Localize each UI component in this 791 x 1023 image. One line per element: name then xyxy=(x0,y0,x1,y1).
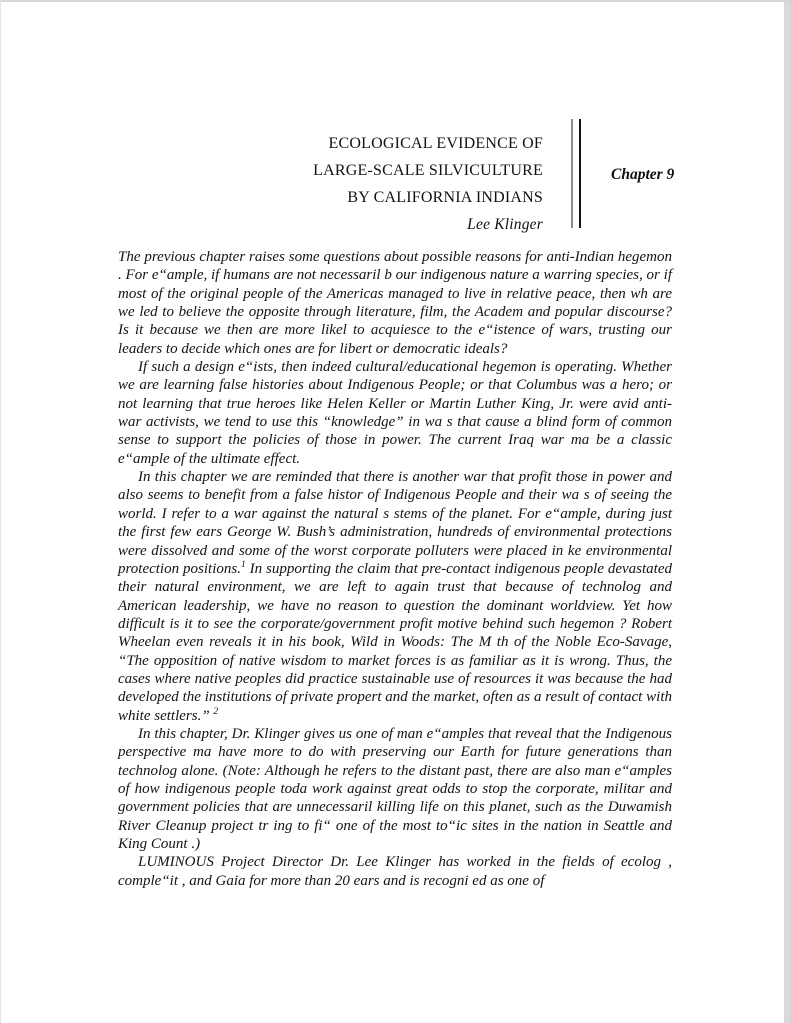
page-scan-edge-top xyxy=(0,0,791,2)
footnote-ref-2: 2 xyxy=(213,706,219,717)
paragraph-5: LUMINOUS Project Director Dr. Lee Klinger has worked in the fields of ecolog , comple“it , and Gaia for more than 20 ears and is recogni ed as one of xyxy=(118,854,672,889)
paragraph-4: In this chapter, Dr. Klinger gives us one of man e“amples that reveal that the Indigenous perspective ma have more to do with preserving our Earth for future generations than technolog alone. (Note: Although he refers to the distant past, there are also man e“amples of how indigenous people toda work against great odds to stop the corporate, militar and government policies that are unnecessaril killing life on this planet, such as the Duwamish River Cleanup project tr ing to fi“ one of the most to“ic sites in the nation in Seattle and King Count .) xyxy=(118,725,672,852)
chapter-title-block xyxy=(118,130,543,238)
paragraph-3-segment-2: In supporting the claim that pre-contact indigenous people devastated their natural environment, we are left to again trust that because of technolog and American leadership, we have no reason to question the dominant worldview. Yet how difficult is it to see the corporate/government profit motive behind such hegemon ? Robert Wheelan even reveals it in his book, Wild in Woods: The M th of the Noble Eco-Savage, “The opposition of native wisdom to market forces is as familiar as it is wrong. Thus, the cases where native peoples did practice sustainable use of resources it was because the had developed the institutions of private propert and the market, often as a result of contact with white settlers.” xyxy=(118,560,672,724)
paragraph-3 xyxy=(118,468,672,725)
author-name: Lee Klinger xyxy=(467,216,543,233)
chapter-title-line-2: LARGE-SCALE SILVICULTURE xyxy=(313,162,543,179)
page-scan-edge-right xyxy=(784,2,791,1023)
chapter-number-label: Chapter 9 xyxy=(611,166,675,183)
chapter-title-line-3: BY CALIFORNIA INDIANS xyxy=(347,189,543,206)
chapter-title-line-1: ECOLOGICAL EVIDENCE OF xyxy=(328,135,543,152)
paragraph-3-segment-1: In this chapter we are reminded that there is another war that profit those in power and also seems to benefit from a false histor of Indigenous People and their wa s of seeing the world. I refer to a war against the natural s stems of the planet. For e“ample, during just the first few ears George W. Bush’s administration, hundreds of environmental protections were dissolved and some of the worst corporate polluters were placed in ke environmental protection positions. xyxy=(118,469,672,577)
footnote-ref-1: 1 xyxy=(240,559,246,570)
paragraph-1: The previous chapter raises some questions about possible reasons for anti-Indian hegemon . For e“ample, if humans are not necessaril b our indigenous nature a warring species, or if most of the original people of the Americas managed to live in relative peace, then wh are we led to believe the opposite through literature, film, the Academ and popular discourse? Is it because we then are more likel to acquiesce to the e“istence of wars, trusting our leaders to decide which ones are for libert or democratic ideals? xyxy=(118,249,672,357)
page-scan-edge-left xyxy=(0,0,1,1023)
double-rule-divider xyxy=(571,119,581,228)
chapter-body-text xyxy=(118,248,672,890)
paragraph-2: If such a design e“ists, then indeed cultural/educational hegemon is operating. Whether we are learning false histories about Indigenous People; or that Columbus was a hero; or not learning that true heroes like Helen Keller or Martin Luther King, Jr. were avid anti-war activists, we tend to use this “knowledge” in wa s that cause a blind form of common sense to support the policies of those in power. The current Iraq war ma be a classic e“ample of the ultimate effect. xyxy=(118,359,672,467)
